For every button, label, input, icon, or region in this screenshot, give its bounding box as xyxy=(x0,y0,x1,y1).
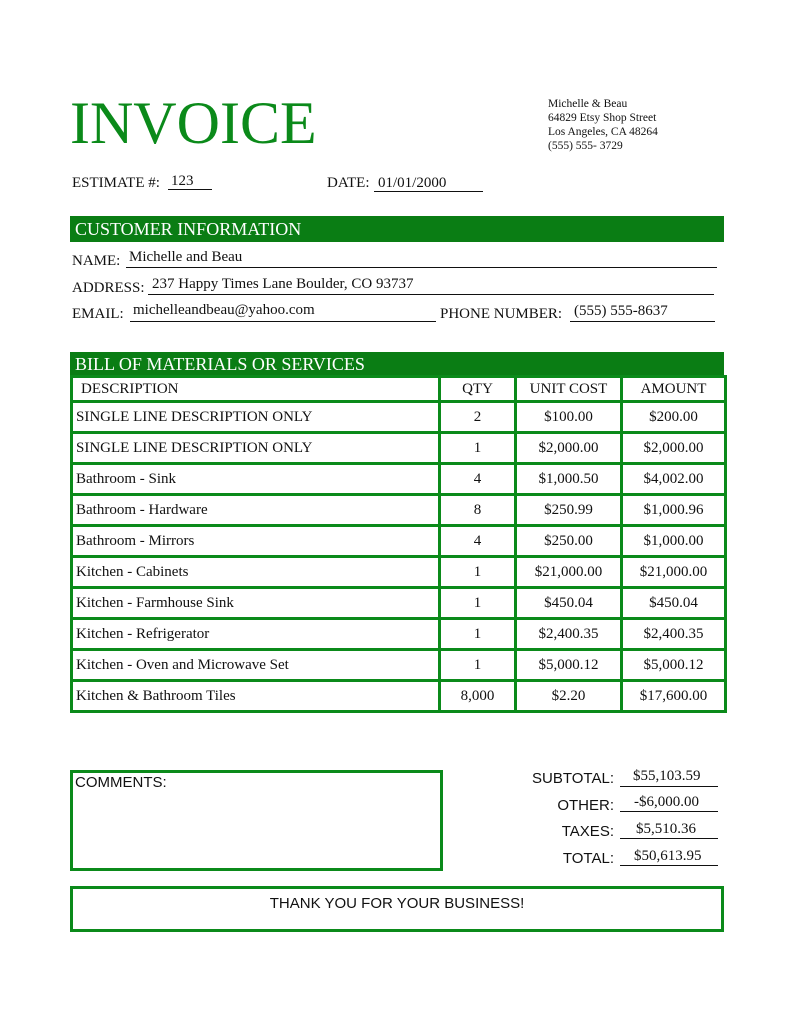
row-description[interactable]: Bathroom - Sink xyxy=(72,464,440,495)
col-description: DESCRIPTION xyxy=(72,377,440,402)
taxes-value[interactable]: $5,510.36 xyxy=(636,821,696,837)
row-qty[interactable]: 1 xyxy=(440,433,516,464)
row-unit-cost[interactable]: $100.00 xyxy=(516,402,622,433)
row-unit-cost[interactable]: $2,000.00 xyxy=(516,433,622,464)
row-unit-cost[interactable]: $21,000.00 xyxy=(516,557,622,588)
table-row xyxy=(72,681,726,712)
row-amount[interactable]: $4,002.00 xyxy=(622,464,726,495)
phone-label: PHONE NUMBER: xyxy=(440,306,563,322)
address-label: ADDRESS: xyxy=(72,280,145,296)
row-unit-cost[interactable]: $250.00 xyxy=(516,526,622,557)
table-row xyxy=(72,650,726,681)
row-qty[interactable]: 4 xyxy=(440,526,516,557)
other-underline xyxy=(620,811,718,812)
estimate-label: ESTIMATE #: xyxy=(72,175,160,191)
row-description[interactable]: Kitchen & Bathroom Tiles xyxy=(72,681,440,712)
subtotal-value: $55,103.59 xyxy=(633,768,701,784)
row-description[interactable]: Kitchen - Farmhouse Sink xyxy=(72,588,440,619)
row-amount[interactable]: $2,400.35 xyxy=(622,619,726,650)
row-amount[interactable]: $450.04 xyxy=(622,588,726,619)
company-city: Los Angeles, CA 48264 xyxy=(548,126,658,138)
total-value: $50,613.95 xyxy=(634,848,702,864)
row-qty[interactable]: 1 xyxy=(440,650,516,681)
subtotal-label: SUBTOTAL: xyxy=(532,770,614,787)
col-amount: AMOUNT xyxy=(622,377,726,402)
row-amount[interactable]: $2,000.00 xyxy=(622,433,726,464)
taxes-label: TAXES: xyxy=(561,823,614,840)
phone-value[interactable]: (555) 555-8637 xyxy=(574,303,668,319)
row-description[interactable]: SINGLE LINE DESCRIPTION ONLY xyxy=(72,402,440,433)
name-value[interactable]: Michelle and Beau xyxy=(129,249,243,265)
name-label: NAME: xyxy=(72,253,121,269)
company-name: Michelle & Beau xyxy=(548,98,628,110)
customer-info-header: CUSTOMER INFORMATION xyxy=(70,216,724,242)
table-row xyxy=(72,588,726,619)
email-value[interactable]: michelleandbeau@yahoo.com xyxy=(133,302,315,318)
row-amount[interactable]: $1,000.96 xyxy=(622,495,726,526)
row-qty[interactable]: 2 xyxy=(440,402,516,433)
other-label: OTHER: xyxy=(557,797,614,814)
address-value[interactable]: 237 Happy Times Lane Boulder, CO 93737 xyxy=(152,276,414,292)
row-unit-cost[interactable]: $5,000.12 xyxy=(516,650,622,681)
email-label: EMAIL: xyxy=(72,306,124,322)
row-description[interactable]: Kitchen - Refrigerator xyxy=(72,619,440,650)
comments-box[interactable] xyxy=(70,770,443,871)
bill-header: BILL OF MATERIALS OR SERVICES xyxy=(70,352,724,376)
bill-header-row xyxy=(72,377,726,402)
name-underline xyxy=(126,267,717,268)
row-qty[interactable]: 1 xyxy=(440,619,516,650)
estimate-value[interactable]: 123 xyxy=(171,173,194,189)
date-value[interactable]: 01/01/2000 xyxy=(378,175,447,191)
table-row xyxy=(72,402,726,433)
row-description[interactable]: Kitchen - Cabinets xyxy=(72,557,440,588)
other-value[interactable]: -$6,000.00 xyxy=(634,794,699,810)
table-row xyxy=(72,464,726,495)
invoice-title: INVOICE xyxy=(70,90,317,156)
table-row xyxy=(72,495,726,526)
email-underline xyxy=(130,321,436,322)
row-unit-cost[interactable]: $2.20 xyxy=(516,681,622,712)
date-underline xyxy=(374,191,483,192)
table-row xyxy=(72,433,726,464)
row-description[interactable]: Bathroom - Hardware xyxy=(72,495,440,526)
col-unit-cost: UNIT COST xyxy=(516,377,622,402)
row-unit-cost[interactable]: $250.99 xyxy=(516,495,622,526)
row-qty[interactable]: 1 xyxy=(440,588,516,619)
row-amount[interactable]: $21,000.00 xyxy=(622,557,726,588)
table-row xyxy=(72,619,726,650)
col-qty: QTY xyxy=(440,377,516,402)
subtotal-underline xyxy=(620,786,718,787)
row-unit-cost[interactable]: $450.04 xyxy=(516,588,622,619)
row-qty[interactable]: 8,000 xyxy=(440,681,516,712)
taxes-underline xyxy=(620,838,718,839)
row-unit-cost[interactable]: $2,400.35 xyxy=(516,619,622,650)
total-underline xyxy=(620,865,718,866)
thank-you-message: THANK YOU FOR YOUR BUSINESS! xyxy=(269,895,525,912)
total-label: TOTAL: xyxy=(562,850,614,867)
company-phone: (555) 555- 3729 xyxy=(548,140,623,152)
table-row xyxy=(72,557,726,588)
address-underline xyxy=(148,294,714,295)
row-amount[interactable]: $17,600.00 xyxy=(622,681,726,712)
row-qty[interactable]: 1 xyxy=(440,557,516,588)
row-description[interactable]: Kitchen - Oven and Microwave Set xyxy=(72,650,440,681)
company-street: 64829 Etsy Shop Street xyxy=(548,112,657,124)
bill-table xyxy=(70,375,727,713)
row-amount[interactable]: $5,000.12 xyxy=(622,650,726,681)
row-amount[interactable]: $1,000.00 xyxy=(622,526,726,557)
comments-label: COMMENTS: xyxy=(75,774,167,791)
row-amount[interactable]: $200.00 xyxy=(622,402,726,433)
company-info xyxy=(548,97,658,153)
thank-you-box xyxy=(70,886,724,932)
phone-underline xyxy=(570,321,715,322)
estimate-underline xyxy=(168,189,212,190)
row-qty[interactable]: 8 xyxy=(440,495,516,526)
row-qty[interactable]: 4 xyxy=(440,464,516,495)
table-row xyxy=(72,526,726,557)
row-unit-cost[interactable]: $1,000.50 xyxy=(516,464,622,495)
row-description[interactable]: SINGLE LINE DESCRIPTION ONLY xyxy=(72,433,440,464)
date-label: DATE: xyxy=(327,175,370,191)
row-description[interactable]: Bathroom - Mirrors xyxy=(72,526,440,557)
